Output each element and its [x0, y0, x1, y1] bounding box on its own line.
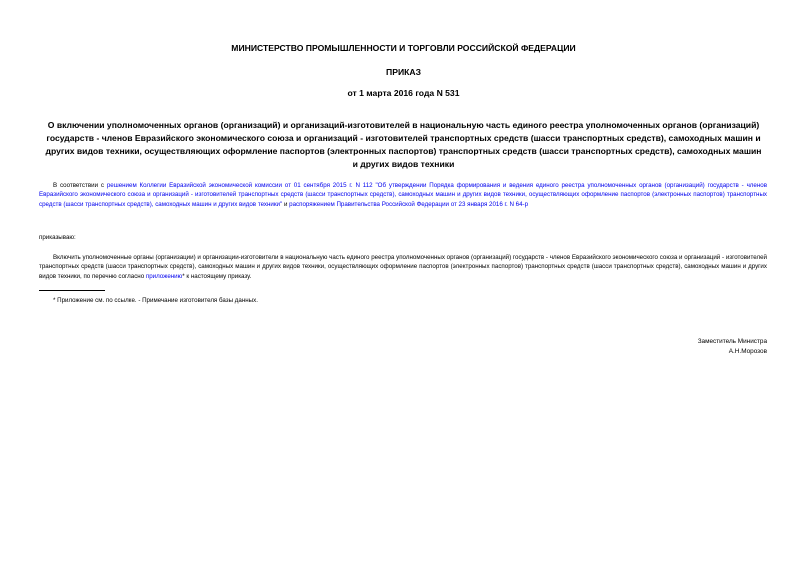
basis-prefix: В соответствии с — [53, 182, 107, 189]
appendix-link[interactable]: приложению — [145, 272, 183, 280]
main-suffix: * к настоящему приказу. — [182, 272, 252, 280]
order-intro: приказываю: — [39, 234, 76, 241]
order-title: О включении уполномоченных органов (организаций) и организаций-изготовителей в национальную часть единого реестра уполномоченных органов (организаций) государств - членов Евразийского экономического союза и организаций - изготовителей транспортных средств (шасси транспортных средств), самоходных машин и других видов техники, осуществляющих оформление паспортов (электронных паспортов) транспортных средств (шасси транспортных средств), самоходных машин и других видов техники — [45, 120, 762, 169]
order-heading: ПРИКАЗ — [386, 67, 421, 77]
footnote: * Приложение см. по ссылке. - Примечание изготовителя базы данных. — [53, 297, 258, 304]
signature-name: А.Н.Морозов — [728, 348, 767, 355]
signature-position: Заместитель Министра — [697, 338, 767, 345]
decision-link[interactable]: решением Коллегии Евразийской экономической комиссии от 01 сентября 2015 г. N 112 "Об утверждении Порядка формирования и ведения единого реестра уполномоченных органов (организаций) государств - членов Евразийского экономического союза и организаций - изготовителей транспортных средств (шасси транспортных средств), самоходных машин и других видов техники, осуществляющих оформление паспортов (электронных паспортов) транспортных средств (шасси транспортных средств), самоходных машин и других видов техники" — [39, 182, 767, 208]
main-paragraph — [39, 253, 767, 281]
main-text: Включить уполномоченные органы (организации) и организации-изготовители в национальную часть единого реестра уполномоченных органов (организаций) государств - членов Евразийского экономического союза и организаций - изготовителей транспортных средств (шасси транспортных средств), самоходных машин и других видов техники, осуществляющих оформление паспортов (электронных паспортов) транспортных средств (шасси транспортных средств), самоходных машин и других видов техники, по перечню согласно — [39, 254, 767, 280]
resolution-link[interactable]: распоряжением Правительства Российской Федерации от 23 января 2016 г. N 64-р — [289, 200, 529, 208]
ministry-heading: МИНИСТЕРСТВО ПРОМЫШЛЕННОСТИ И ТОРГОВЛИ РОССИЙСКОЙ ФЕДЕРАЦИИ — [231, 43, 576, 53]
order-date: от 1 марта 2016 года N 531 — [347, 88, 460, 98]
signature-block — [698, 337, 767, 357]
basis-middle: и — [282, 200, 290, 208]
basis-paragraph — [39, 181, 767, 209]
footnote-divider — [39, 290, 105, 291]
